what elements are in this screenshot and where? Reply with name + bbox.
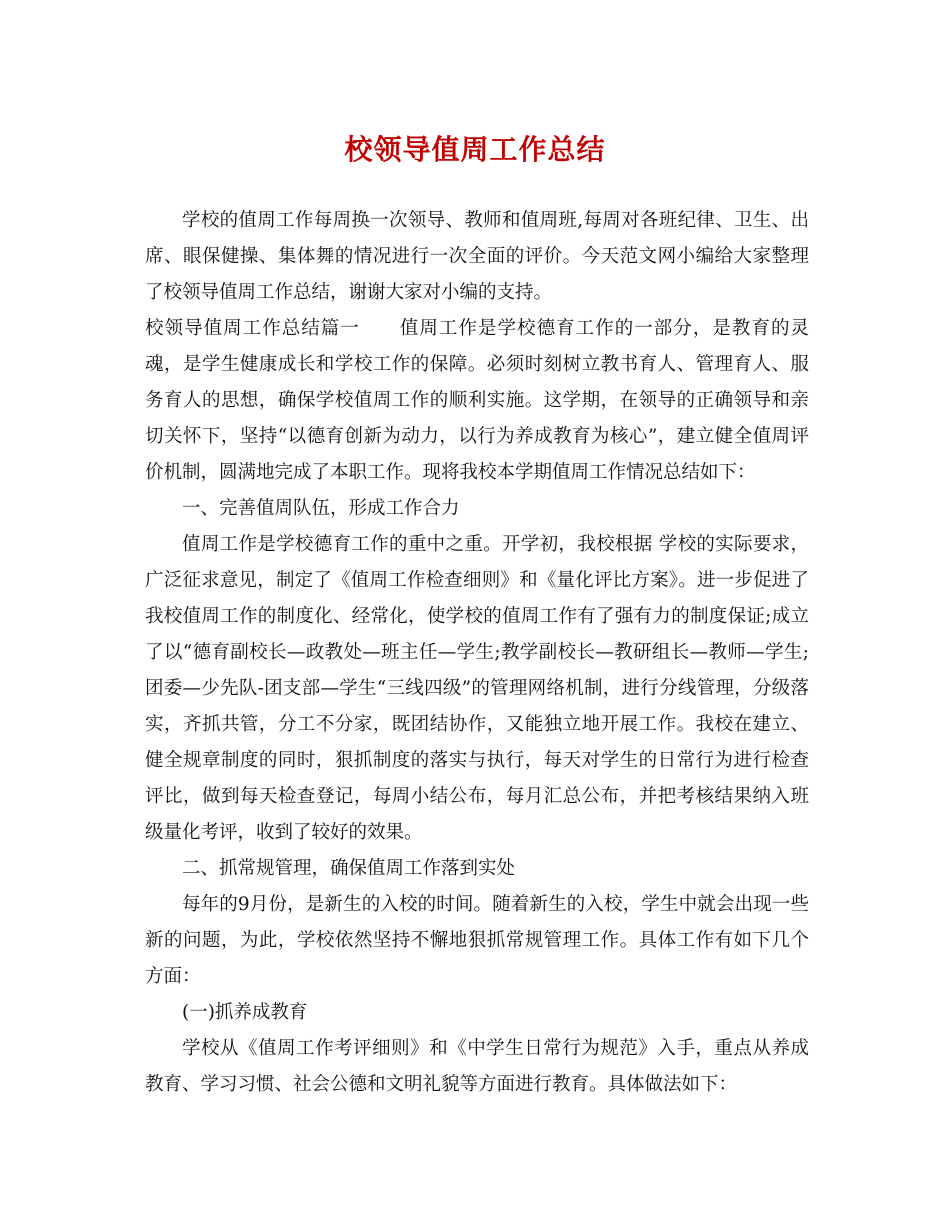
paragraph-section-one-text: 值周工作是学校德育工作的一部分，是教育的灵魂，是学生健康成长和学校工作的保障。必须时刻树立教书育人、管理育人、服务育人的思想，确保学校值周工作的顺利实施。这学期，在领导的正确领导和亲切关怀下，坚持“以德育创新为动力，以行为养成教育为核心”，建立健全值周评价机制，圆满地完成了本职工作。现将我校本学期值周工作情况总结如下： — [145, 318, 809, 483]
paragraph-team: 值周工作是学校德育工作的重中之重。开学初，我校根据 学校的实际要求，广泛征求意见，制定了《值周工作检查细则》和《量化评比方案》。进一步促进了我校值周工作的制度化、经常化，使学校的值周工作有了强有力的制度保证;成立了以“德育副校长—政教处—班主任—学生;教学副校长—教研组长—教师—学生;团委—少先队-团支部—学生“三线四级”的管理网络机制，进行分线管理，分级落实，齐抓共管，分工不分家，既团结协作，又能独立地开展工作。我校在建立、健全规章制度的同时，狠抓制度的落实与执行，每天对学生的日常行为进行检查评比，做到每天检查登记，每周小结公布，每月汇总公布，并把考核结果纳入班级量化考评，收到了较好的效果。 — [145, 534, 809, 843]
paragraph-september: 每年的9月份，是新生的入校的时间。随着新生的入校，学生中就会出现一些新的问题，为此，学校依然坚持不懈地狠抓常规管理工作。具体工作有如下几个方面： — [145, 894, 809, 987]
paragraph-section-one — [145, 311, 809, 491]
section-label: 校领导值周工作总结篇一 — [145, 318, 360, 339]
document-title: 校领导值周工作总结 — [344, 133, 606, 166]
document-body — [145, 203, 809, 1103]
paragraph-intro: 学校的值周工作每周换一次领导、教师和值周班,每周对各班纪律、卫生、出席、眼保健操、集体舞的情况进行一次全面的评价。今天范文网小编给大家整理了校领导值周工作总结，谢谢大家对小编的支持。 — [145, 210, 809, 303]
heading-one: 一、完善值周队伍，形成工作合力 — [182, 498, 460, 519]
subheading-habits: (一)抓养成教育 — [182, 1002, 308, 1023]
heading-two: 二、抓常规管理，确保值周工作落到实处 — [182, 858, 516, 879]
paragraph-habits: 学校从《值周工作考评细则》和《中学生日常行为规范》入手，重点从养成教育、学习习惯、社会公德和文明礼貌等方面进行教育。具体做法如下： — [145, 1038, 809, 1095]
